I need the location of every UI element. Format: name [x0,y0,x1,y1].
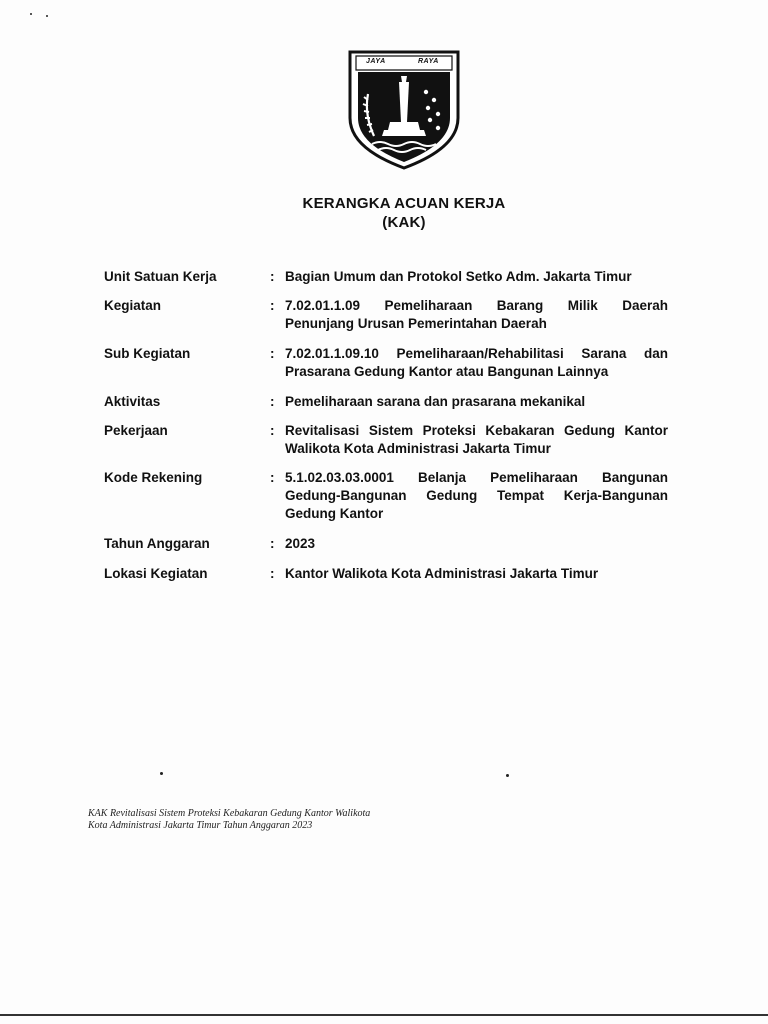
footer-line: KAK Revitalisasi Sistem Proteksi Kebakaran Gedung Kantor Walikota [88,808,371,819]
bottom-rule [0,1014,768,1016]
field-value-line: Revitalisasi Sistem Proteksi Kebakaran Gedung Kantor [285,423,668,438]
field-value [285,535,668,553]
field-colon: : [270,346,275,361]
field-colon: : [270,566,275,581]
emblem-left-word: JAYA [366,58,386,65]
emblem-shield-icon [346,48,462,170]
field-label: Lokasi Kegiatan [104,566,208,581]
field-colon: : [270,394,275,409]
footer-line: Kota Administrasi Jakarta Timur Tahun Anggaran 2023 [88,820,313,831]
emblem-right-word: RAYA [418,58,439,65]
document-title: KERANGKA ACUAN KERJA [302,195,506,212]
field-value-line: Pemeliharaan sarana dan prasarana mekanikal [285,394,586,409]
field-value-line: Walikota Kota Administrasi Jakarta Timur [285,441,551,456]
field-colon: : [270,536,275,551]
field-value [285,297,668,333]
field-value-line: Bagian Umum dan Protokol Setko Adm. Jakarta Timur [285,269,632,284]
field-value [285,565,668,583]
field-colon: : [270,470,275,485]
field-value-line: 7.02.01.1.09 Pemeliharaan Barang Milik Daerah [285,298,668,313]
field-colon: : [270,298,275,313]
field-colon: : [270,423,275,438]
jakarta-emblem [346,48,462,170]
field-value [285,345,668,381]
field-value-line: Penunjang Urusan Pemerintahan Daerah [285,316,547,331]
field-value-line: 2023 [285,536,316,551]
field-value [285,422,668,458]
field-value-line: Kantor Walikota Kota Administrasi Jakarta Timur [285,566,599,581]
document-footer [88,808,370,832]
field-label: Kode Rekening [104,470,203,485]
field-value-line: Prasarana Gedung Kantor atau Bangunan Lainnya [285,364,609,379]
field-label: Unit Satuan Kerja [104,269,217,284]
field-label: Kegiatan [104,298,162,313]
field-label: Sub Kegiatan [104,346,191,361]
field-label: Tahun Anggaran [104,536,210,551]
document-subtitle: (KAK) [382,214,426,231]
field-value-line: 7.02.01.1.09.10 Pemeliharaan/Rehabilitasi Sarana dan [285,346,668,361]
field-label: Aktivitas [104,394,161,409]
field-value-line: Gedung-Bangunan Gedung Tempat Kerja-Bangunan [285,488,668,503]
field-colon: : [270,269,275,284]
field-value-line: 5.1.02.03.03.0001 Belanja Pemeliharaan Bangunan [285,470,668,485]
field-value [285,393,668,411]
field-value-line: Gedung Kantor [285,506,384,521]
field-label: Pekerjaan [104,423,168,438]
field-value [285,469,668,523]
field-value [285,268,668,286]
